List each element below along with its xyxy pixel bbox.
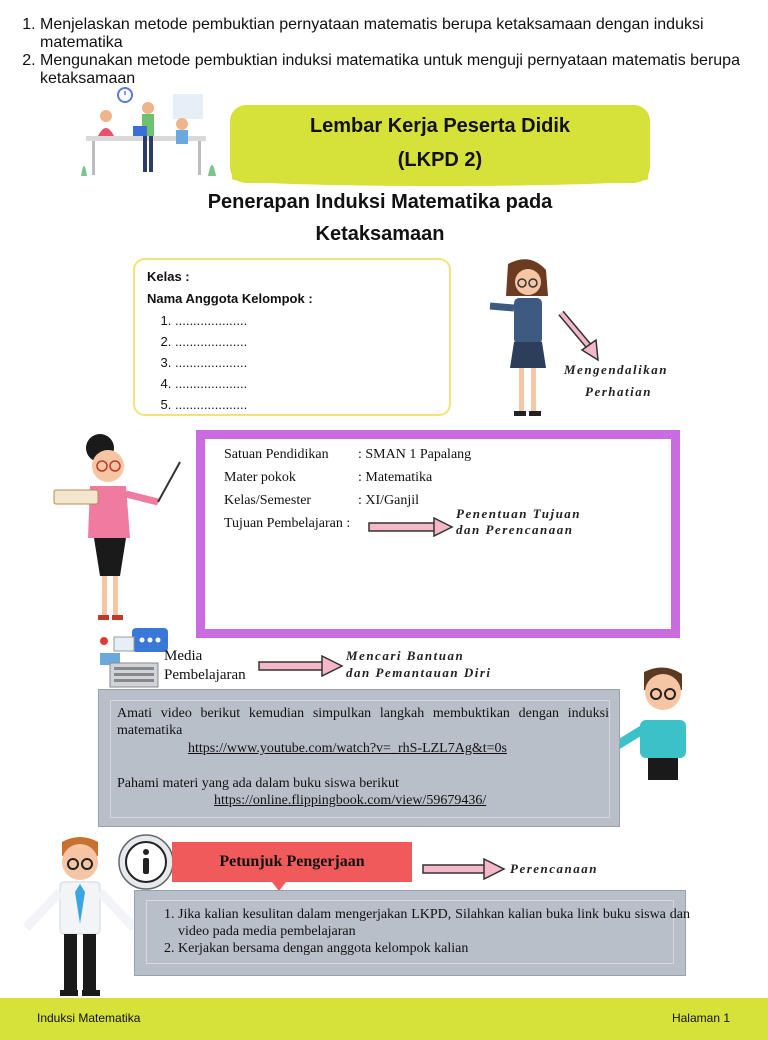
member-field[interactable]: 3. ....................	[175, 352, 437, 373]
satuan-label: Satuan Pendidikan	[224, 447, 329, 462]
member-field[interactable]: 2. ....................	[175, 331, 437, 352]
anggota-label: Nama Anggota Kelompok :	[147, 291, 313, 306]
arrow-perhatian	[558, 310, 602, 362]
arrow-perencanaan	[422, 858, 506, 880]
arrow-bantuan	[258, 655, 344, 677]
callout-perhatian-1: Mengendalikan	[564, 362, 669, 377]
flippingbook-link[interactable]: https://online.flippingbook.com/view/59679436/	[214, 793, 487, 808]
callout-tujuan-2: dan Perencanaan	[456, 522, 574, 537]
objective-item: 1. Menjelaskan metode pembuktian pernyataan matematis berupa ketaksamaan dengan induksi matematika	[40, 16, 768, 52]
callout-bantuan-2: dan Pemantauan Diri	[346, 665, 492, 680]
title-line-2: (LKPD 2)	[397, 149, 483, 171]
teacher-woman-illustration	[486, 256, 556, 422]
info-icon	[116, 833, 178, 891]
student-boy-illustration	[610, 664, 692, 782]
tujuan-label: Tujuan Pembelajaran :	[224, 516, 351, 531]
arrow-tujuan	[368, 517, 454, 537]
subtitle-line-1: Penerapan Induksi Matematika pada	[207, 191, 553, 213]
callout-bantuan-1: Mencari Bantuan	[346, 648, 465, 663]
callout-perencanaan: Perencanaan	[510, 861, 598, 876]
member-field[interactable]: 1. ....................	[175, 310, 437, 331]
steps-list	[154, 906, 690, 957]
member-list	[147, 310, 437, 415]
satuan-value: : SMAN 1 Papalang	[358, 447, 472, 462]
footer-bar	[0, 998, 768, 1040]
kelas-semester-label: Kelas/Semester	[224, 493, 312, 508]
callout-tujuan-1: Penentuan Tujuan	[456, 506, 582, 521]
member-field[interactable]: 4. ....................	[175, 373, 437, 394]
kelas-label: Kelas :	[147, 269, 190, 284]
teacher-pointer-illustration	[50, 430, 185, 624]
objective-item: 2. Mengunakan metode pembuktian induksi matematika untuk menguji pernyataan matematis berupa ketaksamaan	[40, 52, 768, 88]
petunjuk-title: Petunjuk Pengerjaan	[172, 842, 412, 882]
member-field[interactable]: 5. ....................	[175, 394, 437, 415]
class-info-box	[133, 258, 451, 416]
subtitle-line-2: Ketaksamaan	[315, 223, 445, 245]
step-item: 2. Kerjakan bersama dengan anggota kelompok kalian	[178, 940, 690, 957]
media-label-2: Pembelajaran	[164, 667, 246, 683]
team-illustration	[78, 86, 220, 181]
media-label-1: Media	[164, 648, 203, 664]
youtube-link[interactable]: https://www.youtube.com/watch?v=_rhS-LZL7Ag&t=0s	[188, 741, 507, 756]
footer-left: Induksi Matematika	[37, 1011, 141, 1025]
step-item: 1. Jika kalian kesulitan dalam mengerjakan LKPD, Silahkan kalian buka link buku siswa dan video pada media pembelajaran	[178, 906, 690, 940]
callout-perhatian-2: Perhatian	[585, 384, 652, 399]
title-banner	[230, 105, 650, 183]
materi-label: Mater pokok	[224, 470, 296, 485]
media-devices-icon	[98, 627, 172, 689]
kelas-semester-value: : XI/Ganjil	[358, 493, 420, 508]
title-line-1: Lembar Kerja Peserta Didik	[309, 115, 571, 137]
page-number: Halaman 1	[671, 1011, 730, 1025]
objectives-list	[0, 16, 768, 88]
media-instruction-1: Amati video berikut kemudian simpulkan langkah membuktikan dengan induksi matematika	[117, 706, 609, 738]
materi-value: : Matematika	[358, 470, 433, 485]
media-instruction-2: Pahami materi yang ada dalam buku siswa berikut	[117, 776, 399, 791]
